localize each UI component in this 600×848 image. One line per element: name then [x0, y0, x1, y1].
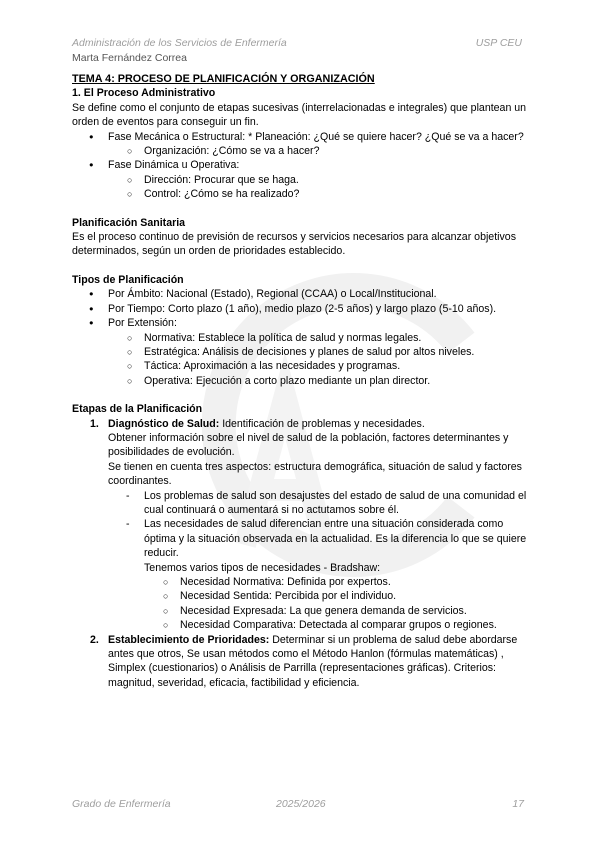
stages-list: [72, 417, 532, 691]
list-item: ○ Organización: ¿Cómo se va a hacer?: [108, 144, 532, 158]
list-item: - Los problemas de salud son desajustes del estado de salud de una comunidad el cual continuará o aumentará si no actutamos sobre él.: [108, 489, 532, 518]
extension-label: Por Extensión:: [108, 317, 177, 330]
list-item: ○ Estratégica: Análisis de decisiones y planes de salud por altos niveles.: [108, 345, 532, 359]
needs-definition: Las necesidades de salud diferencian entre una situación considerada como óptima y la situación observada en la actualidad. Es la diferencia lo que se quiere reducir.: [144, 518, 527, 560]
stage-paragraph: Se tienen en cuenta tres aspectos: estructura demográfica, situación de salud y factores coordinantes.: [108, 460, 522, 488]
planning-text: Es el proceso continuo de previsión de recursos y servicios necesarios para alcanzar objetivos determinados, según un orden de prioridades establecido.: [72, 231, 516, 258]
list-item: ○ Control: ¿Cómo se ha realizado?: [108, 187, 532, 201]
section-heading-planning: Planificación Sanitaria: [72, 216, 186, 229]
list-item: ○ Táctica: Aproximación a las necesidades y programas.: [108, 359, 532, 373]
sub-list: [108, 331, 532, 389]
sub-list: [108, 144, 532, 158]
list-item: [72, 633, 532, 691]
stage-paragraph: Obtener información sobre el nivel de salud de la población, factores determinantes y posibilidades de evolución.: [108, 431, 509, 459]
list-item: [72, 417, 532, 633]
list-number: 2.: [90, 633, 99, 646]
phase-mechanical: Fase Mecánica o Estructural: * Planeación: ¿Qué se quiere hacer? ¿Qué se va a hacer?: [108, 130, 524, 143]
list-item: ● Por Tiempo: Corto plazo (1 año), medio plazo (2-5 años) y largo plazo (5-10 años).: [72, 302, 532, 316]
header-author: Marta Fernández Correa: [72, 52, 187, 64]
list-item: ○ Dirección: Procurar que se haga.: [108, 173, 532, 187]
list-item: [72, 130, 532, 159]
list-item: [72, 316, 532, 388]
footer-page-number: 17: [512, 798, 524, 810]
stage-text: Determinar si un problema de salud debe abordarse antes que otros, Se usan métodos como el Método Hanlon (fórmulas matemáticas) , Simplex (cuestionarios) o Análisis de Parrilla (representaciones gráficas). Criterios: magnitud, severidad, eficacia, factibilidad y eficiencia.: [108, 633, 518, 689]
list-item: ○ Normativa: Establece la política de salud y normas legales.: [108, 331, 532, 345]
stage-label: Diagnóstico de Salud:: [108, 417, 220, 430]
footer-year: 2025/2026: [276, 798, 326, 810]
footer-degree: Grado de Enfermería: [72, 798, 171, 810]
list-item: ○ Necesidad Normativa: Definida por expertos.: [144, 575, 532, 589]
needs-intro: Tenemos varios tipos de necesidades - Bradshaw:: [144, 561, 381, 574]
list-item: ○ Necesidad Expresada: La que genera demanda de servicios.: [144, 604, 532, 618]
list-item: [72, 158, 532, 201]
stage-text: Identificación de problemas y necesidades.: [219, 417, 425, 430]
types-list: [72, 287, 532, 388]
sub-list: [108, 173, 532, 202]
header-course-title: Administración de los Servicios de Enfermería: [72, 37, 287, 49]
list-item: ○ Necesidad Comparativa: Detectada al comparar grupos o regiones.: [144, 618, 532, 632]
needs-list: [108, 575, 532, 633]
dash-list: [108, 489, 532, 561]
list-item: ○ Necesidad Sentida: Percibida por el individuo.: [144, 589, 532, 603]
page-content: [72, 72, 532, 690]
section-heading-stages: Etapas de la Planificación: [72, 403, 203, 416]
section-heading-process: 1. El Proceso Administrativo: [72, 87, 216, 100]
process-intro: Se define como el conjunto de etapas sucesivas (interrelacionadas e integrales) que plantean un orden de eventos para conseguir un fin.: [72, 101, 527, 129]
list-item: ○ Operativa: Ejecución a corto plazo mediante un plan director.: [108, 374, 532, 388]
list-item: [108, 517, 532, 560]
header-institution: USP CEU: [475, 37, 522, 49]
list-item: ● Por Ámbito: Nacional (Estado), Regional (CCAA) o Local/Institucional.: [72, 287, 532, 301]
phase-dynamic: Fase Dinámica u Operativa:: [108, 159, 240, 172]
stage-label: Establecimiento de Prioridades:: [108, 633, 270, 646]
section-heading-types: Tipos de Planificación: [72, 273, 184, 286]
list-number: 1.: [90, 417, 99, 430]
phase-list: [72, 130, 532, 202]
page-title: TEMA 4: PROCESO DE PLANIFICACIÓN Y ORGANIZACIÓN: [72, 73, 375, 85]
